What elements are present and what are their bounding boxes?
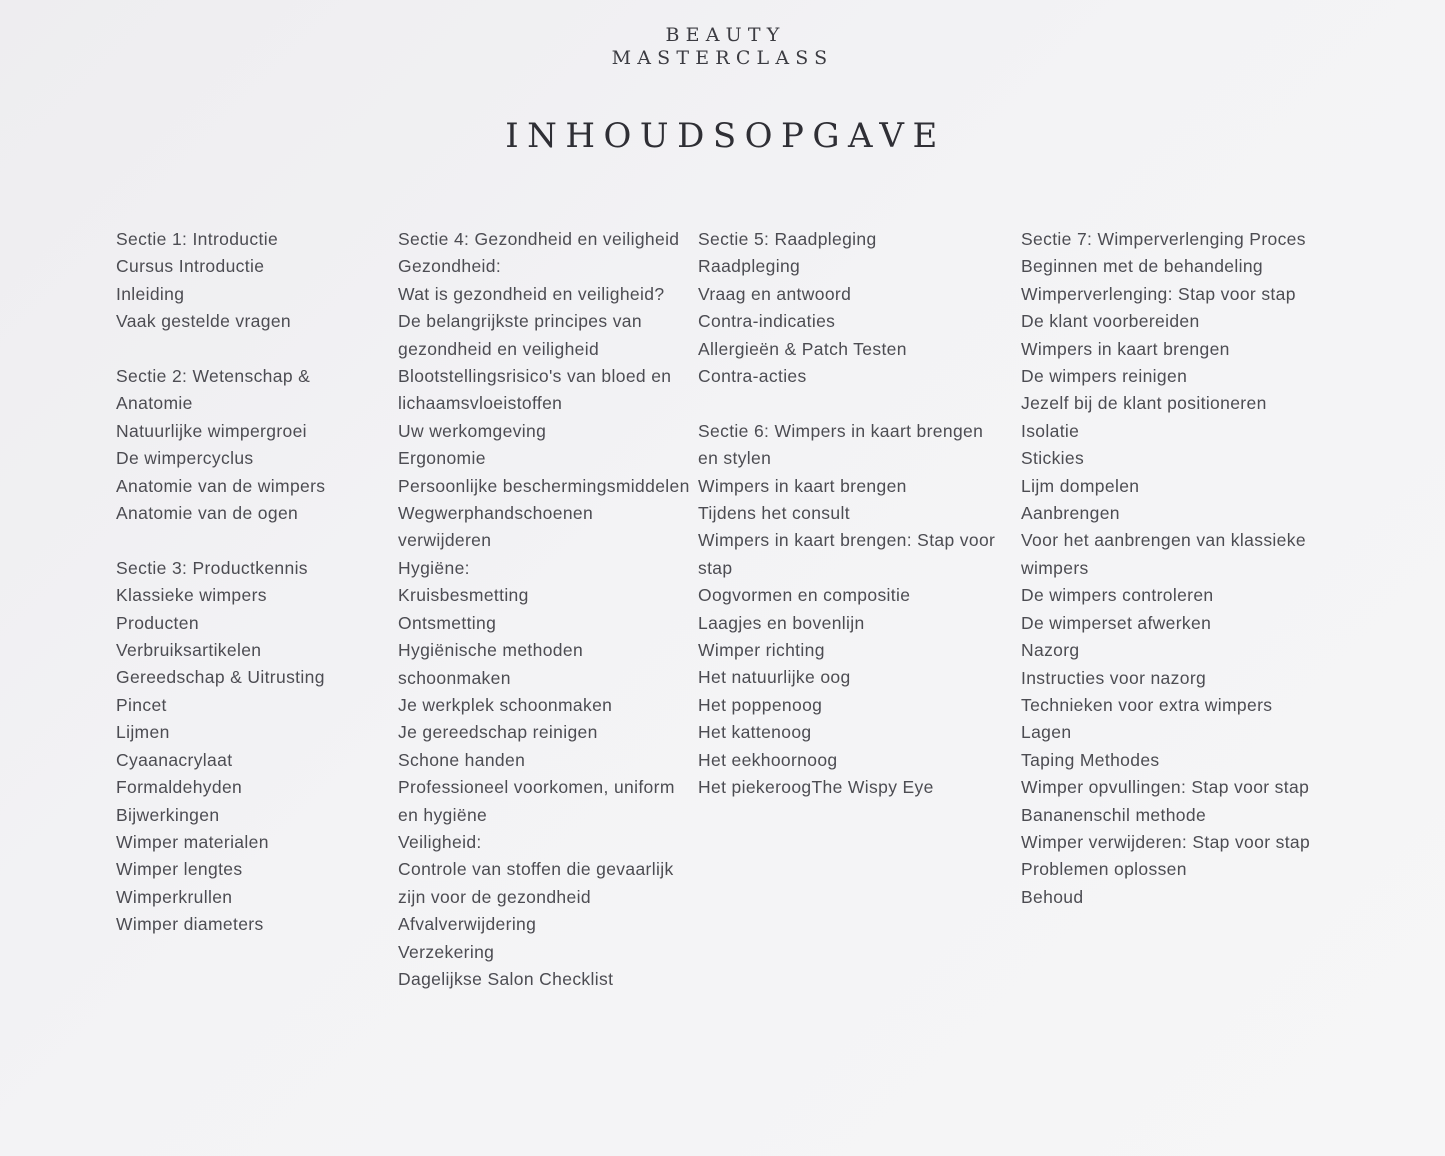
- toc-section: [116, 363, 366, 527]
- toc-item: Aanbrengen: [1021, 503, 1120, 524]
- toc-item: Nazorg: [1021, 640, 1080, 661]
- toc-item: Je gereedschap reinigen: [398, 722, 598, 743]
- toc-item: Wimper opvullingen: Stap voor stap: [1021, 777, 1310, 798]
- section-heading: Sectie 4: Gezondheid en veiligheid: [398, 229, 680, 249]
- toc-column-3: [698, 226, 1008, 802]
- toc-item: Stickies: [1021, 448, 1085, 469]
- toc-item: Wimper verwijderen: Stap voor stap: [1021, 831, 1311, 852]
- toc-item: Persoonlijke beschermingsmiddelen: [398, 475, 690, 496]
- toc-item: Inleiding: [116, 283, 185, 304]
- toc-item: Oogvormen en compositie: [698, 585, 911, 606]
- section-heading: Sectie 6: Wimpers in kaart brengen en stylen: [698, 420, 984, 469]
- toc-item: Contra-acties: [698, 366, 807, 387]
- toc-item: Het eekhoornoog: [698, 749, 838, 770]
- toc-item: Wimpers in kaart brengen: [1021, 338, 1230, 359]
- toc-item: Instructies voor nazorg: [1021, 667, 1207, 688]
- toc-item: Raadpleging: [698, 256, 801, 277]
- toc-item: Veiligheid:: [398, 831, 482, 852]
- toc-item: De belangrijkste principes van gezondheid en veiligheid: [398, 311, 642, 359]
- toc-item: Anatomie van de ogen: [116, 503, 299, 524]
- toc-section: [116, 555, 366, 939]
- toc-item: Het natuurlijke oog: [698, 667, 851, 688]
- toc-item: De wimpercyclus: [116, 448, 254, 469]
- toc-section: [116, 226, 366, 336]
- toc-item: Wimperverlenging: Stap voor stap: [1021, 283, 1296, 304]
- toc-item: Hygiëne:: [398, 557, 470, 578]
- toc-item: Cursus Introductie: [116, 256, 265, 277]
- toc-section: [398, 226, 690, 993]
- toc-item: Wimper diameters: [116, 914, 264, 935]
- toc-item: Lijmen: [116, 722, 170, 743]
- toc-item: Vraag en antwoord: [698, 283, 852, 304]
- toc-item: Wimper lengtes: [116, 859, 243, 880]
- toc-item: Wimpers in kaart brengen: [698, 475, 907, 496]
- toc-item: Het piekeroogThe Wispy Eye: [698, 777, 934, 798]
- toc-item: Wat is gezondheid en veiligheid?: [398, 283, 665, 304]
- toc-column-2: [398, 226, 690, 993]
- toc-item: Verzekering: [398, 941, 495, 962]
- toc-item: Producten: [116, 612, 199, 633]
- toc-item: Natuurlijke wimpergroei: [116, 420, 307, 441]
- toc-item: Formaldehyden: [116, 777, 243, 798]
- toc-column-1: [116, 226, 366, 939]
- toc-item: Je werkplek schoonmaken: [398, 694, 613, 715]
- page-title: INHOUDSOPGAVE: [505, 116, 946, 156]
- toc-item: Wimper richting: [698, 640, 825, 661]
- toc-item: Pincet: [116, 694, 167, 715]
- toc-item: Laagjes en bovenlijn: [698, 612, 865, 633]
- toc-column-4: [1021, 226, 1326, 911]
- toc-item: Gezondheid:: [398, 256, 502, 277]
- brand-logo: [0, 24, 1445, 70]
- toc-item: Ergonomie: [398, 448, 486, 469]
- toc-item: De wimpers controleren: [1021, 585, 1214, 606]
- toc-item: Allergieën & Patch Testen: [698, 338, 907, 359]
- toc-item: Cyaanacrylaat: [116, 749, 233, 770]
- toc-item: Technieken voor extra wimpers: [1021, 694, 1273, 715]
- toc-item: Isolatie: [1021, 420, 1080, 441]
- toc-section: [698, 418, 1008, 802]
- toc-item: De wimpers reinigen: [1021, 366, 1188, 387]
- toc-item: Lagen: [1021, 722, 1072, 743]
- toc-item: De wimperset afwerken: [1021, 612, 1212, 633]
- toc-item: Het poppenoog: [698, 694, 823, 715]
- toc-item: Hygiënische methoden schoonmaken: [398, 640, 584, 688]
- toc-item: Schone handen: [398, 749, 526, 770]
- brand-line-2: MASTERCLASS: [611, 47, 834, 69]
- toc-item: Lijm dompelen: [1021, 475, 1140, 496]
- toc-item: Tijdens het consult: [698, 503, 850, 524]
- toc-item: Voor het aanbrengen van klassieke wimpers: [1021, 530, 1306, 578]
- toc-item: Professioneel voorkomen, uniform en hygiëne: [398, 777, 675, 825]
- toc-item: Bijwerkingen: [116, 804, 220, 825]
- toc-section: [1021, 226, 1326, 911]
- toc-item: Beginnen met de behandeling: [1021, 256, 1263, 277]
- toc-item: Uw werkomgeving: [398, 420, 547, 441]
- toc-item: Het kattenoog: [698, 722, 812, 743]
- section-heading: Sectie 5: Raadpleging: [698, 229, 877, 249]
- toc-item: Klassieke wimpers: [116, 585, 267, 606]
- toc-item: Problemen oplossen: [1021, 859, 1187, 880]
- toc-item: Gereedschap & Uitrusting: [116, 667, 325, 688]
- toc-item: Jezelf bij de klant positioneren: [1021, 393, 1267, 414]
- brand-line-1: BEAUTY: [665, 24, 786, 46]
- toc-item: Ontsmetting: [398, 612, 497, 633]
- toc-item: Vaak gestelde vragen: [116, 311, 291, 332]
- toc-item: Wimperkrullen: [116, 886, 233, 907]
- toc-item: Blootstellingsrisico's van bloed en lichaamsvloeistoffen: [398, 366, 672, 414]
- section-heading: Sectie 2: Wetenschap & Anatomie: [116, 366, 311, 414]
- toc-item: Verbruiksartikelen: [116, 640, 262, 661]
- toc-item: Wimpers in kaart brengen: Stap voor stap: [698, 530, 996, 578]
- toc-item: Controle van stoffen die gevaarlijk zijn voor de gezondheid: [398, 859, 674, 907]
- toc-item: Contra-indicaties: [698, 311, 836, 332]
- toc-item: De klant voorbereiden: [1021, 311, 1200, 332]
- toc-item: Bananenschil methode: [1021, 804, 1207, 825]
- toc-section: [698, 226, 1008, 390]
- toc-item: Wegwerphandschoenen verwijderen: [398, 503, 594, 551]
- toc-item: Dagelijkse Salon Checklist: [398, 968, 614, 989]
- toc-item: Anatomie van de wimpers: [116, 475, 326, 496]
- section-heading: Sectie 1: Introductie: [116, 229, 279, 249]
- toc-item: Kruisbesmetting: [398, 585, 529, 606]
- toc-item: Behoud: [1021, 886, 1084, 907]
- section-heading: Sectie 3: Productkennis: [116, 557, 308, 578]
- section-heading: Sectie 7: Wimperverlenging Proces: [1021, 229, 1306, 249]
- toc-item: Wimper materialen: [116, 831, 269, 852]
- toc-item: Afvalverwijdering: [398, 914, 537, 935]
- toc-item: Taping Methodes: [1021, 749, 1160, 770]
